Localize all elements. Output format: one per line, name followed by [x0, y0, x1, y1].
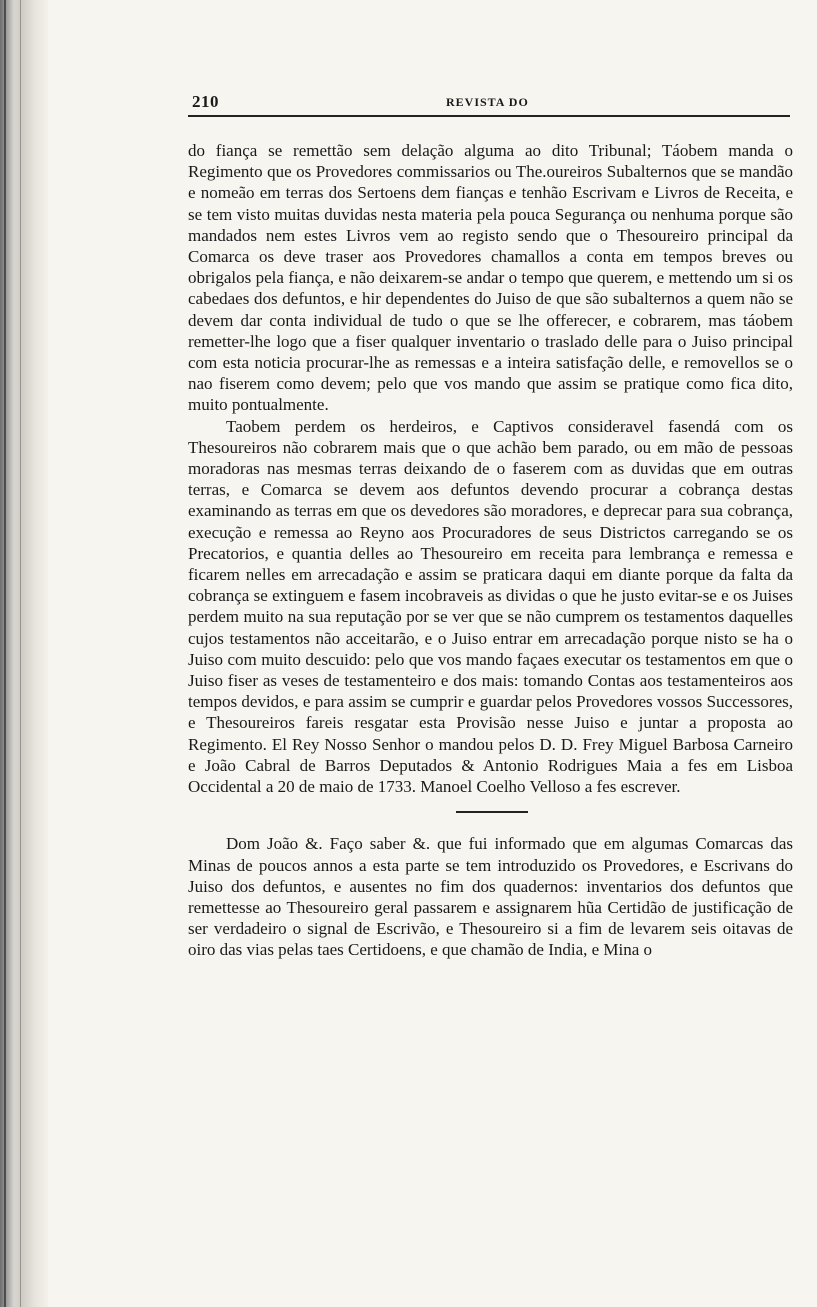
journal-page [188, 0, 793, 1307]
paragraph: Taobem perdem os herdeiros, e Captivos consideravel fasendá com os Thesoureiros não cobrarem mais que o que achão bem parado, ou em mão de pessoas moradoras nas mesmas terras deixando de o faserem com as duvidas que em outras terras, e Comarca se devem aos defuntos devendo procurar a cobrança destas examinando as terras em que os devedores são moradores, e deprecar para sua cobrança, execução e remessa ao Reyno aos Procuradores de seus Districtos carregando se os Precatorios, e quantia delles ao Thesoureiro em receita para lembrança e remessa e ficarem nelles em arrecadação e assim se praticara daqui em diante porque da falta da cobrança se extinguem e fasem incobraveis as dividas o que he justo evitar-se e os Juises perdem muito na sua reputação por se ver que se não cumprem os testamentos daquelles cujos testamentos não acceitarão, e o Juiso entrar em arrecadação porque nisto se ha o Juiso com muito descuido: pelo que vos mando façaes executar os testamentos em que o Juiso fiser as veses de testamenteiro e dos mais: tomando Contas aos testamenteiros aos tempos devidos, e para assim se cumprir e guardar pelos Provedores vossos Successores, e Thesoureiros fareis resgatar esta Provisão nesse Juiso e juntar a proposta ao Regimento. El Rey Nosso Senhor o mandou pelos D. D. Frey Miguel Barbosa Carneiro e João Cabral de Barros Deputados & Antonio Rodrigues Maia a fes em Lisboa Occidental a 20 de maio de 1733. Manoel Coelho Velloso a fes escrever. [188, 416, 793, 797]
journal-title: REVISTA DO [446, 95, 529, 109]
running-head [188, 92, 793, 114]
book-spine-edge [0, 0, 48, 1307]
page-number: 210 [192, 92, 219, 111]
header-rule [188, 115, 790, 117]
section-divider [456, 811, 528, 813]
paragraph: Dom João &. Faço saber &. que fui informado que em algumas Comarcas das Minas de poucos annos a esta parte se tem introduzido os Provedores, e Escrivans do Juiso dos defuntos, e ausentes no fim dos quadernos: inventarios dos defuntos que remettesse ao Thesoureiro geral passarem e assignarem hũa Certidão de justificação de ser verdadeiro o signal de Escrivão, e Thesoureiro si a fim de levarem seis oitavas de oiro das vias pelas taes Certidoens, e que chamão de India, e Mina o [188, 834, 793, 960]
paragraph-continued: do fiança se remettão sem delação alguma ao dito Tribunal; Táobem manda o Regimento que os Provedores commissarios ou The.oureiros Subalternos que se mandão e nomeão em terras dos Sertoens dem fianças e tenhão Escrivam e Livros de Receita, e se tem visto muitas duvidas nesta materia pela pouca Segurança ou nenhuma porque são mandados nem estes Livros vem ao registo sendo que o Thesoureiro principal da Comarca os deve traser aos Provedores chamallos a conta em tempos breves ou obrigalos pela fiança, e não deixarem-se andar o tempo que querem, e mettendo um si os cabedaes dos defuntos, e hir dependentes do Juiso de que são subalternos a quem não se devem dar conta individual de tudo o que se lhe offerecer, e cobrarem, mas táobem remetter-lhe logo que a fiser qualquer inventario o traslado delle para o Juiso principal com esta noticia procurar-lhe as remessas e a inteira satisfação delle, e removellos se o nao fiserem como devem; pelo que vos mando que assim se pratique como fica dito, muito pontualmente. [188, 141, 793, 415]
body-text [188, 140, 793, 961]
